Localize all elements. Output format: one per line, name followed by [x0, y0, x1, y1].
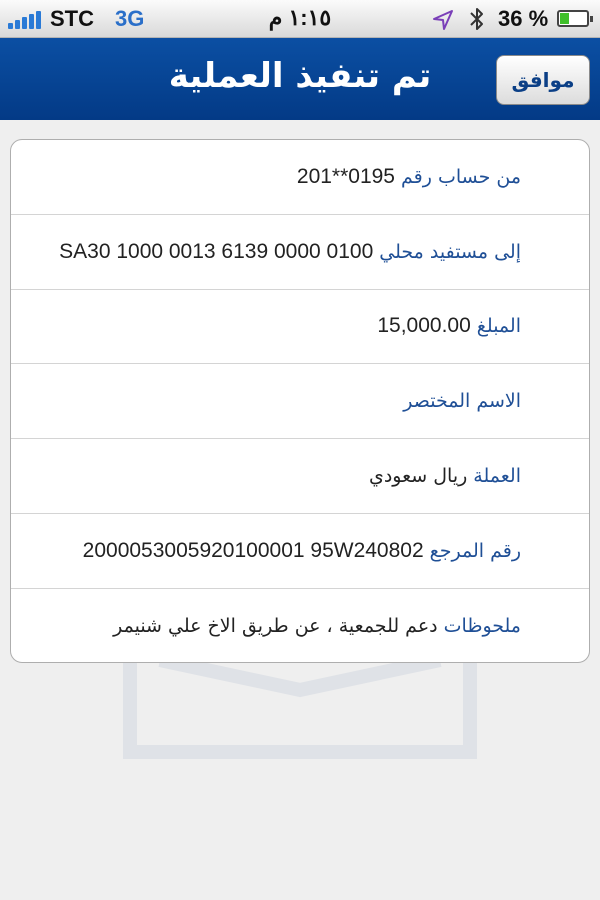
- location-icon: [432, 9, 454, 31]
- ok-button[interactable]: موافق: [496, 55, 590, 105]
- notes-label: ملحوظات: [443, 615, 521, 638]
- amount-label: المبلغ: [476, 315, 521, 338]
- watermark-logo: [120, 660, 480, 760]
- transaction-details-card: [10, 139, 590, 663]
- carrier-name: STC: [50, 6, 94, 31]
- page-title: تم تنفيذ العملية: [168, 56, 432, 96]
- detail-row-short-name: [11, 364, 589, 439]
- currency-label: العملة: [473, 465, 521, 488]
- beneficiary-iban-value: SA30 1000 0013 6139 0000 0100: [59, 239, 374, 263]
- bluetooth-icon: [468, 6, 486, 32]
- detail-row-reference: [11, 514, 589, 589]
- beneficiary-label: إلى مستفيد محلي: [379, 240, 521, 263]
- amount-value: 15,000.00: [377, 314, 471, 338]
- notes-value: دعم للجمعية ، عن طريق الاخ علي شنيمر: [113, 615, 438, 638]
- short-name-label: الاسم المختصر: [403, 390, 521, 413]
- reference-number-value: 2000053005920100001 95W240802: [82, 538, 424, 562]
- battery-percent: 36 %: [498, 6, 549, 31]
- from-account-value: 201**0195: [296, 164, 395, 188]
- network-type: 3G: [115, 6, 145, 31]
- battery-icon: [557, 10, 589, 27]
- status-time: ١:١٥ م: [268, 5, 332, 30]
- from-account-label: من حساب رقم: [401, 165, 521, 188]
- detail-row-from-account: [11, 140, 589, 215]
- detail-row-currency: [11, 439, 589, 514]
- currency-value: ريال سعودي: [368, 465, 468, 488]
- detail-row-notes: [11, 589, 589, 663]
- detail-row-amount: [11, 290, 589, 365]
- reference-number-label: رقم المرجع: [429, 539, 521, 562]
- navigation-bar: [0, 38, 600, 120]
- detail-row-beneficiary: [11, 215, 589, 290]
- status-bar: [0, 0, 600, 38]
